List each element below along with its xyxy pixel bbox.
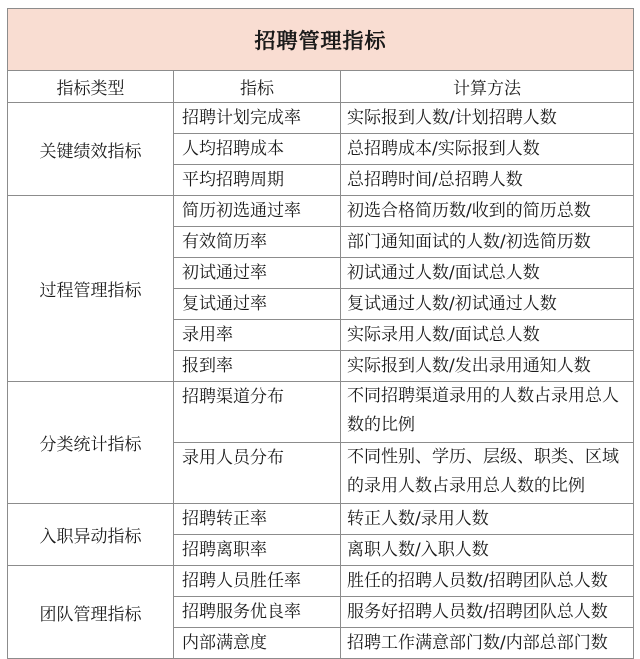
group-type-team: 团队管理指标 [8, 566, 174, 659]
group-type-classification: 分类统计指标 [8, 382, 174, 504]
indicator-cell: 招聘服务优良率 [174, 597, 341, 628]
method-cell: 初试通过人数/面试总人数 [341, 258, 634, 289]
header-method: 计算方法 [341, 71, 634, 103]
table-title: 招聘管理指标 [8, 9, 634, 71]
group-type-process: 过程管理指标 [8, 196, 174, 382]
indicator-cell: 复试通过率 [174, 289, 341, 320]
table-row [8, 382, 634, 443]
method-cell: 不同性别、学历、层级、职类、区域的录用人数占录用总人数的比例 [341, 443, 634, 504]
indicator-cell: 招聘计划完成率 [174, 103, 341, 134]
indicator-cell: 初试通过率 [174, 258, 341, 289]
table-row [8, 103, 634, 134]
indicator-cell: 招聘渠道分布 [174, 382, 341, 443]
table-row [8, 196, 634, 227]
method-cell: 复试通过人数/初试通过人数 [341, 289, 634, 320]
indicator-cell: 平均招聘周期 [174, 165, 341, 196]
group-type-kpi: 关键绩效指标 [8, 103, 174, 196]
indicator-cell: 录用率 [174, 320, 341, 351]
indicator-cell: 招聘离职率 [174, 535, 341, 566]
table-row [8, 504, 634, 535]
metrics-table-container [7, 8, 633, 659]
indicator-cell: 招聘人员胜任率 [174, 566, 341, 597]
indicator-cell: 简历初选通过率 [174, 196, 341, 227]
indicator-cell: 内部满意度 [174, 628, 341, 659]
header-type: 指标类型 [8, 71, 174, 103]
method-cell: 部门通知面试的人数/初选简历数 [341, 227, 634, 258]
method-cell: 离职人数/入职人数 [341, 535, 634, 566]
method-cell: 总招聘时间/总招聘人数 [341, 165, 634, 196]
method-cell: 服务好招聘人员数/招聘团队总人数 [341, 597, 634, 628]
method-cell: 不同招聘渠道录用的人数占录用总人数的比例 [341, 382, 634, 443]
indicator-cell: 有效简历率 [174, 227, 341, 258]
indicator-cell: 人均招聘成本 [174, 134, 341, 165]
header-indicator: 指标 [174, 71, 341, 103]
method-cell: 实际报到人数/发出录用通知人数 [341, 351, 634, 382]
method-cell: 总招聘成本/实际报到人数 [341, 134, 634, 165]
method-cell: 实际录用人数/面试总人数 [341, 320, 634, 351]
indicator-cell: 招聘转正率 [174, 504, 341, 535]
method-cell: 转正人数/录用人数 [341, 504, 634, 535]
indicator-cell: 报到率 [174, 351, 341, 382]
recruitment-metrics-table [7, 8, 634, 659]
method-cell: 实际报到人数/计划招聘人数 [341, 103, 634, 134]
table-row [8, 566, 634, 597]
group-type-onboarding: 入职异动指标 [8, 504, 174, 566]
method-cell: 招聘工作满意部门数/内部总部门数 [341, 628, 634, 659]
indicator-cell: 录用人员分布 [174, 443, 341, 504]
method-cell: 初选合格简历数/收到的简历总数 [341, 196, 634, 227]
method-cell: 胜任的招聘人员数/招聘团队总人数 [341, 566, 634, 597]
